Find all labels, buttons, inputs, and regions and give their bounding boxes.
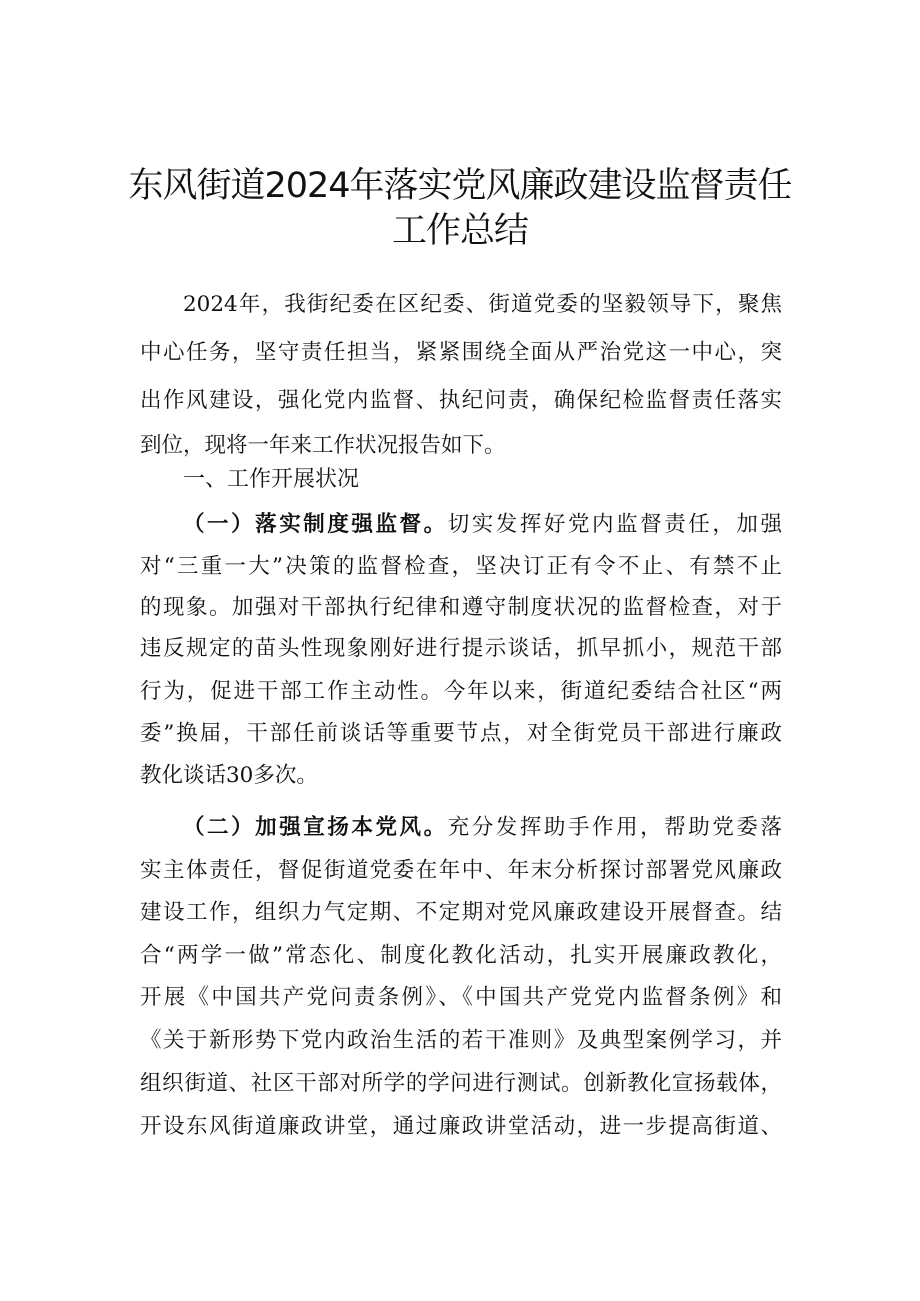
sub1-bold-heading: （一）落实制度强监督。 (183, 512, 448, 537)
document-title-line-2: 工作总结 (391, 211, 528, 251)
sub2-line-6: 《关于新形势下党内政治生活的若干准则》及典型案例学习，并 (140, 1028, 782, 1053)
sub2-first-line-text: 充分发挥助手作用，帮助党委落 (447, 815, 782, 840)
sub2-line-2: 实主体责任，督促街道党委在年中、年末分析探讨部署党风廉政 (140, 858, 782, 883)
intro-line-1: 2024年，我街纪委在区纪委、街道党委的坚毅领导下，聚焦 (183, 292, 782, 317)
sub1-line-6: 委”换届，干部任前谈话等重要节点，对全街党员干部进行廉政 (140, 721, 782, 746)
document-title-line-1: 东风街道2024年落实党风廉政建设监督责任 (128, 166, 792, 206)
sub1-first-line-text: 切实发挥好党内监督责任，加强 (447, 512, 782, 537)
sub1-line-4: 违反规定的苗头性现象刚好进行提示谈话，抓早抓小，规范干部 (140, 636, 782, 661)
sub1-line-7: 教化谈话30多次。 (140, 763, 318, 788)
sub1-line-3: 的现象。加强对干部执行纪律和遵守制度状况的监督检查，对于 (140, 595, 782, 620)
sub2-line-5: 开展《中国共产党问责条例》、《中国共产党党内监督条例》和 (140, 985, 782, 1010)
sub2-line-7: 组织街道、社区干部对所学的学问进行测试。创新教化宣扬载体， (140, 1071, 782, 1096)
intro-line-3: 出作风建设，强化党内监督、执纪问责，确保纪检监督责任落实 (140, 388, 782, 413)
sub1-line-5: 行为，促进干部工作主动性。今年以来，街道纪委结合社区“两 (140, 679, 782, 704)
sub1-line-2: 对“三重一大”决策的监督检查，坚决订正有令不止、有禁不止 (140, 554, 782, 579)
section-heading-1: 一、工作开展状况 (183, 467, 360, 492)
sub2-line-3: 建设工作，组织力气定期、不定期对党风廉政建设开展督查。结 (140, 900, 782, 925)
intro-line-4: 到位，现将一年来工作状况报告如下。 (140, 433, 506, 458)
sub1-line-1 (183, 510, 782, 540)
sub2-line-8: 开设东风街道廉政讲堂，通过廉政讲堂活动，进一步提高街道、 (140, 1114, 782, 1139)
sub2-bold-heading: （二）加强宣扬本党风。 (183, 815, 448, 840)
intro-line-2: 中心任务，坚守责任担当，紧紧围绕全面从严治党这一中心，突 (140, 340, 782, 365)
sub2-line-1 (183, 813, 782, 843)
sub2-line-4: 合“两学一做”常态化、制度化教化活动，扎实开展廉政教化， (140, 943, 782, 968)
